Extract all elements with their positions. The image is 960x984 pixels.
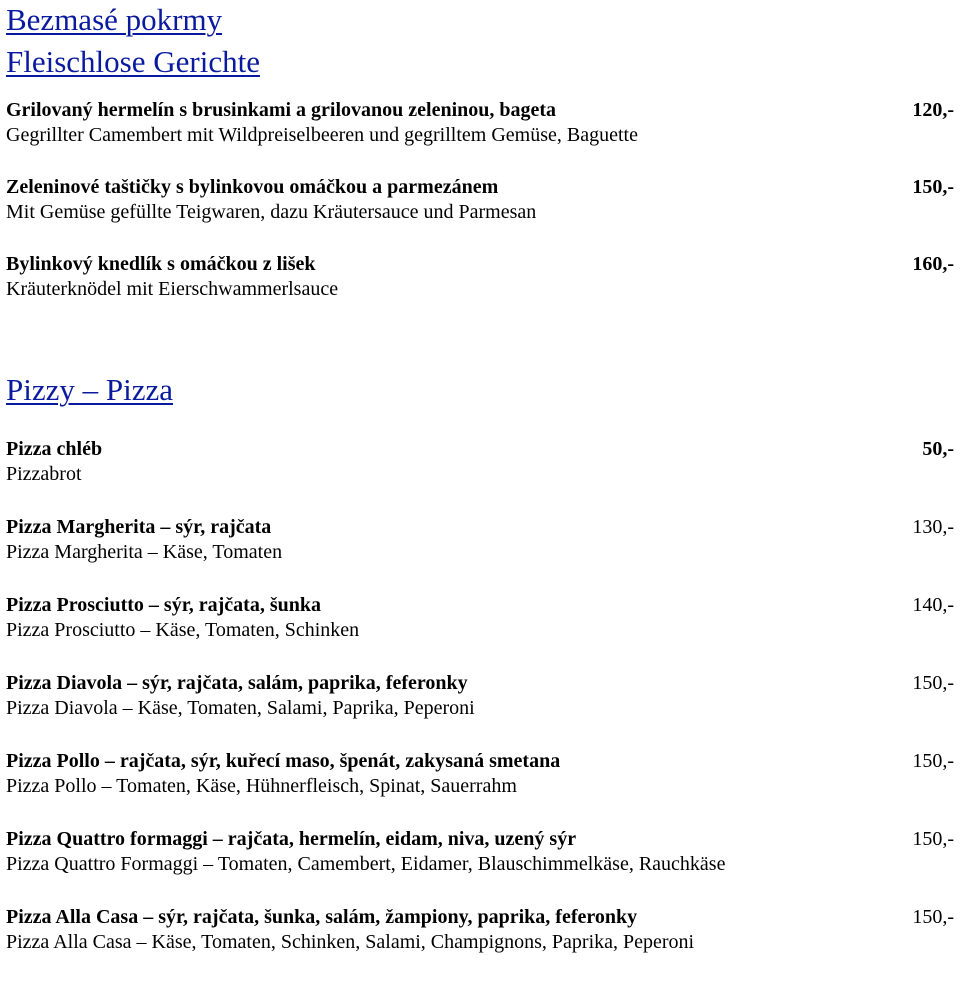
item-price: 140,-: [912, 594, 954, 616]
pizza-section: [6, 438, 954, 984]
item-name-cz: Pizza Prosciutto – sýr, rajčata, šunka: [6, 594, 321, 616]
item-name-de: Mit Gemüse gefüllte Teigwaren, dazu Kräutersauce und Parmesan: [6, 201, 537, 223]
section-heading-meatless-de: Fleischlose Gerichte: [6, 44, 260, 79]
pizza-heading-wrap: [6, 372, 173, 408]
item-name-cz: Pizza chléb: [6, 438, 103, 460]
item-name-de: Pizza Quattro Formaggi – Tomaten, Camembert, Eidamer, Blauschimmelkäse, Rauchkäse: [6, 853, 726, 875]
item-name-de: Pizza Diavola – Käse, Tomaten, Salami, Paprika, Peperoni: [6, 697, 475, 719]
menu-item: [6, 253, 954, 299]
item-name-cz: Bylinkový knedlík s omáčkou z lišek: [6, 253, 316, 275]
menu-item: [6, 906, 954, 952]
item-price: 120,-: [912, 99, 954, 121]
item-price: 150,-: [912, 750, 954, 772]
item-name-de: Pizza Alla Casa – Käse, Tomaten, Schinken, Salami, Champignons, Paprika, Peperoni: [6, 931, 695, 953]
item-price: 150,-: [912, 906, 954, 928]
item-price: 50,-: [922, 438, 954, 460]
item-price: 160,-: [912, 253, 954, 275]
item-name-cz: Pizza Alla Casa – sýr, rajčata, šunka, salám, žampiony, paprika, feferonky: [6, 906, 638, 928]
menu-item: [6, 438, 954, 484]
item-price: 130,-: [912, 516, 954, 538]
menu-item: [6, 672, 954, 718]
section-heading-pizza: Pizzy – Pizza: [6, 372, 174, 407]
item-price: 150,-: [912, 672, 954, 694]
item-name-cz: Zeleninové taštičky s bylinkovou omáčkou a parmezánem: [6, 176, 499, 198]
item-price: 150,-: [912, 828, 954, 850]
menu-item: [6, 594, 954, 640]
menu-item: [6, 99, 954, 145]
menu-item: [6, 750, 954, 796]
item-name-cz: Pizza Diavola – sýr, rajčata, salám, paprika, feferonky: [6, 672, 468, 694]
menu-item: [6, 176, 954, 222]
menu-item: [6, 828, 954, 874]
item-name-de: Pizza Prosciutto – Käse, Tomaten, Schinken: [6, 619, 360, 641]
menu-item: [6, 516, 954, 562]
meatless-section: [6, 99, 954, 299]
item-name-de: Kräuterknödel mit Eierschwammerlsauce: [6, 278, 339, 300]
item-price: 150,-: [912, 176, 954, 198]
item-name-de: Pizza Margherita – Käse, Tomaten: [6, 541, 283, 563]
item-name-de: Pizzabrot: [6, 463, 82, 485]
menu-page: [6, 0, 954, 330]
section-heading-meatless-cz: Bezmasé pokrmy: [6, 2, 223, 37]
item-name-cz: Grilovaný hermelín s brusinkami a grilovanou zeleninou, bageta: [6, 99, 557, 121]
item-name-cz: Pizza Pollo – rajčata, sýr, kuřecí maso, špenát, zakysaná smetana: [6, 750, 561, 772]
item-name-de: Pizza Pollo – Tomaten, Käse, Hühnerfleisch, Spinat, Sauerrahm: [6, 775, 517, 797]
item-name-cz: Pizza Quattro formaggi – rajčata, hermelín, eidam, niva, uzený sýr: [6, 828, 577, 850]
item-name-cz: Pizza Margherita – sýr, rajčata: [6, 516, 272, 538]
item-name-de: Gegrillter Camembert mit Wildpreiselbeeren und gegrilltem Gemüse, Baguette: [6, 124, 638, 146]
